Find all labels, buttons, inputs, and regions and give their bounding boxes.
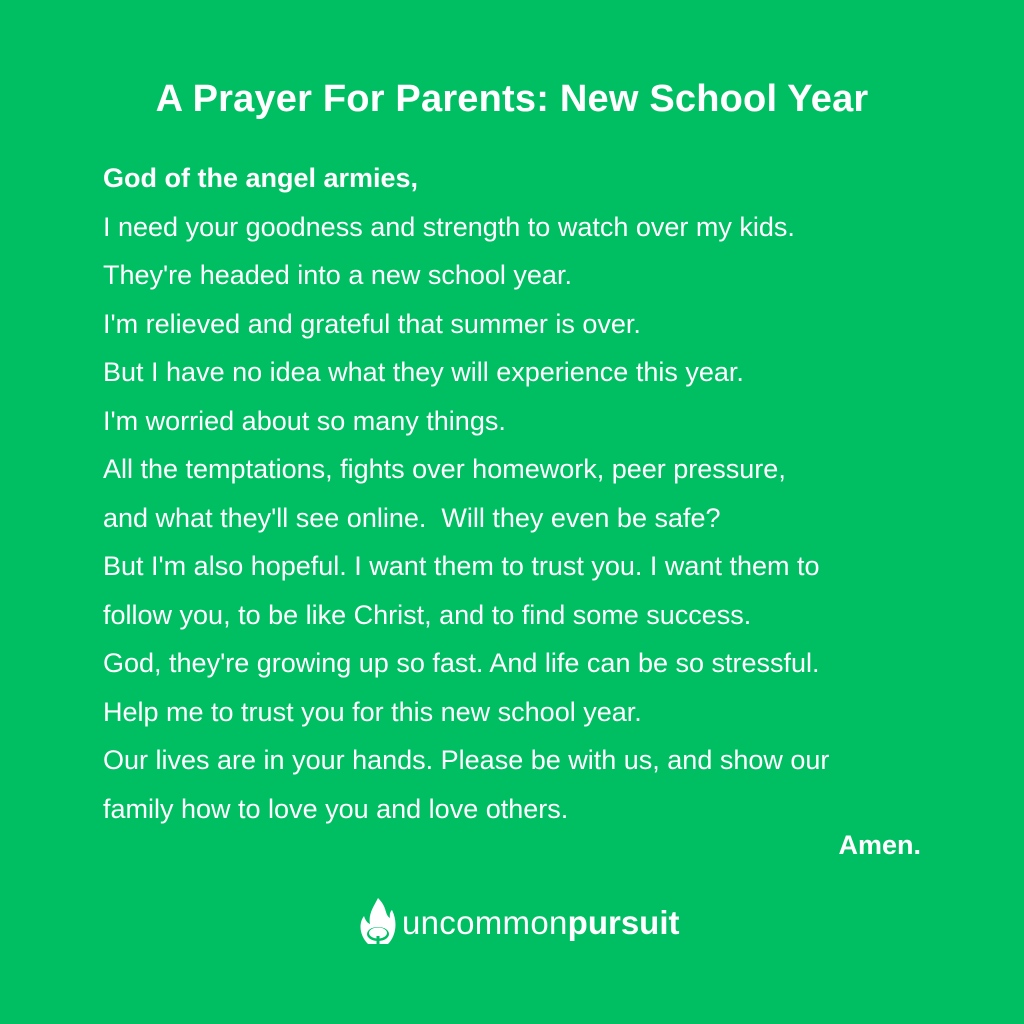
logo-word-uncommon: uncommon (402, 904, 568, 941)
brand-logo (358, 895, 679, 951)
logo-word-pursuit: pursuit (567, 904, 680, 941)
prayer-line: But I'm also hopeful. I want them to trust you. I want them to (103, 551, 820, 581)
prayer-line: follow you, to be like Christ, and to find some success. (103, 599, 752, 630)
prayer-line: But I have no idea what they will experience this year. (103, 357, 744, 387)
prayer-opening: God of the angel armies, (103, 163, 419, 193)
prayer-closing: Amen. (838, 830, 921, 860)
prayer-line: They're headed into a new school year. (103, 260, 572, 290)
prayer-line: I'm worried about so many things. (103, 405, 506, 436)
prayer-line: family how to love you and love others. (103, 793, 569, 824)
prayer-line: I need your goodness and strength to watch over my kids. (103, 211, 795, 242)
prayer-line: Help me to trust you for this new school year. (103, 696, 642, 727)
prayer-body (103, 154, 943, 833)
prayer-line: and what they'll see online. Will they even be safe? (103, 502, 721, 533)
page-title: A Prayer For Parents: New School Year (155, 78, 869, 120)
flame-tree-icon (358, 896, 398, 950)
prayer-line: Our lives are in your hands. Please be with us, and show our (103, 745, 830, 775)
prayer-line: I'm relieved and grateful that summer is over. (103, 308, 641, 339)
prayer-line: God, they're growing up so fast. And life can be so stressful. (103, 648, 820, 678)
prayer-line: All the temptations, fights over homework, peer pressure, (103, 454, 786, 484)
